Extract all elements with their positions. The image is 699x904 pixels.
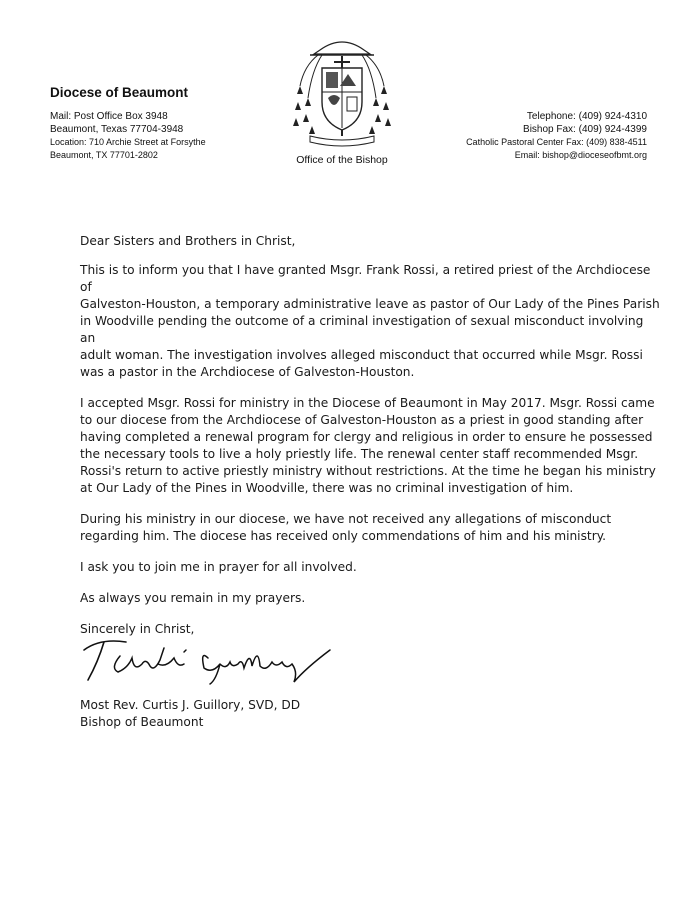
text-line: regarding him. The diocese has received only commendations of him and his ministry.: [80, 529, 607, 543]
text-line: Rossi's return to active priestly ministry without restrictions. At the time he began his ministry: [80, 464, 656, 478]
text-line: This is to inform you that I have granted Msgr. Frank Rossi, a retired priest of the Archdiocese of: [80, 263, 651, 294]
text-line: adult woman. The investigation involves alleged misconduct that occurred while Msgr. Rossi: [80, 348, 643, 362]
text-line: I ask you to join me in prayer for all involved.: [80, 560, 357, 574]
paragraph: [80, 590, 660, 607]
text-line: the necessary tools to live a holy priestly life. The renewal center staff recommended Msgr.: [80, 447, 639, 461]
closing: Sincerely in Christ,: [80, 622, 195, 636]
text-line: As always you remain in my prayers.: [80, 591, 306, 605]
coat-of-arms-crest-icon: [290, 36, 394, 148]
paragraph: [80, 395, 660, 497]
handwritten-signature: [80, 628, 340, 686]
salutation: Dear Sisters and Brothers in Christ,: [80, 234, 296, 248]
address-line: Beaumont, Texas 77704-3948: [50, 123, 184, 135]
signer-name: Most Rev. Curtis J. Guillory, SVD, DD: [80, 698, 301, 712]
letterhead: [0, 0, 699, 175]
text-line: in Woodville pending the outcome of a criminal investigation of sexual misconduct involving an: [80, 314, 644, 345]
email: Email: bishop@dioceseofbmt.org: [514, 149, 647, 160]
text-line: to our diocese from the Archdiocese of Galveston-Houston as a priest in good standing after: [80, 413, 644, 427]
text-line: was a pastor in the Archdiocese of Galveston-Houston.: [80, 365, 415, 379]
address-line: Location: 710 Archie Street at Forsythe: [50, 137, 206, 147]
text-line: During his ministry in our diocese, we have not received any allegations of misconduct: [80, 512, 612, 526]
paragraph: [80, 262, 660, 381]
text-line: Galveston-Houston, a temporary administrative leave as pastor of Our Lady of the Pines Parish: [80, 297, 660, 311]
letter-body: [80, 233, 660, 652]
contact-info: [466, 111, 647, 161]
crest-caption: Office of the Bishop: [296, 154, 388, 166]
mailing-address: [50, 111, 206, 161]
paragraph: [80, 559, 660, 576]
text-line: having completed a renewal program for clergy and religious in order to ensure he possessed: [80, 430, 653, 444]
address-line: Beaumont, TX 77701-2802: [50, 149, 158, 160]
pastoral-center-fax: Catholic Pastoral Center Fax: (409) 838-4511: [466, 137, 647, 147]
address-line: Mail: Post Office Box 3948: [50, 111, 168, 122]
text-line: at Our Lady of the Pines in Woodville, there was no criminal investigation of him.: [80, 481, 574, 495]
telephone: Telephone: (409) 924-4310: [526, 111, 647, 122]
signature-block: [80, 697, 300, 731]
text-line: I accepted Msgr. Rossi for ministry in the Diocese of Beaumont in May 2017. Msgr. Rossi came: [80, 396, 655, 410]
organization-name: Diocese of Beaumont: [50, 85, 189, 100]
signer-title: Bishop of Beaumont: [80, 715, 204, 729]
bishop-fax: Bishop Fax: (409) 924-4399: [523, 123, 647, 135]
paragraph: [80, 511, 660, 545]
